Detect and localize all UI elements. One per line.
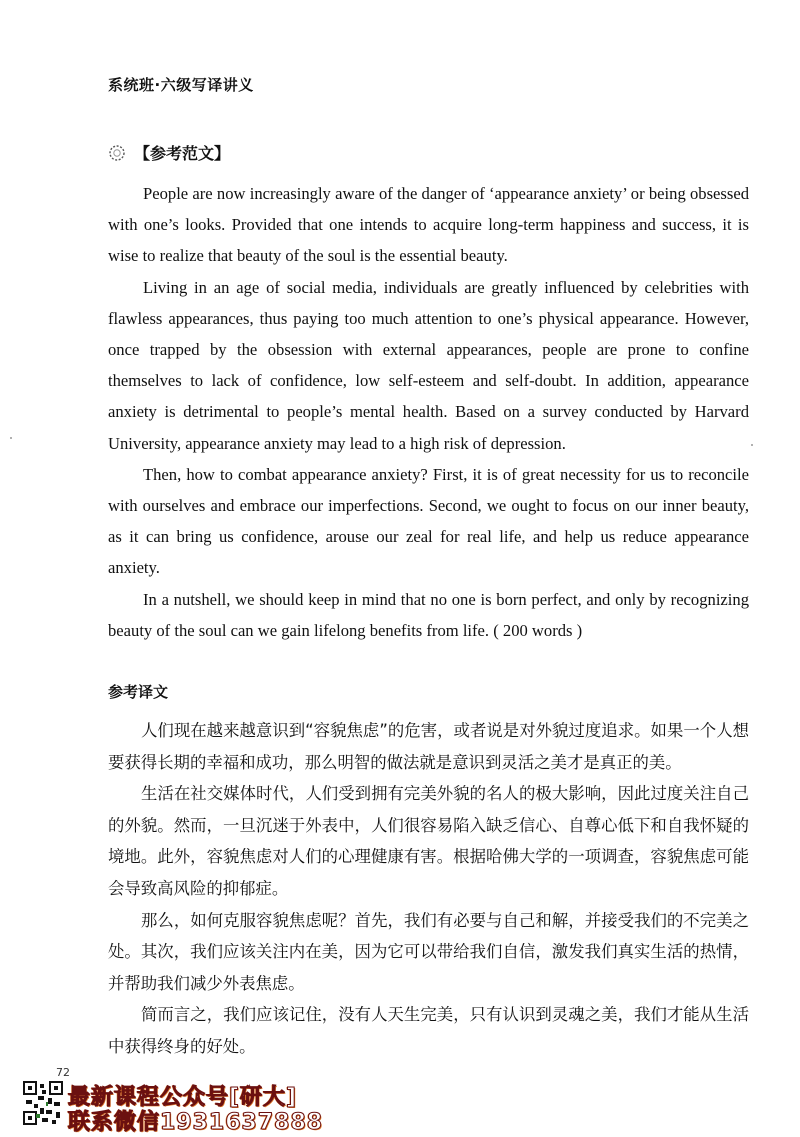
- translation-paragraph: 生活在社交媒体时代，人们受到拥有完美外貌的名人的极大影响，因此过度关注自己的外貌。然而，一旦沉迷于外表中，人们很容易陷入缺乏信心、自尊心低下和自我怀疑的境地。此外，容貌焦虑对人们的心理健康有害。根据哈佛大学的一项调查，容貌焦虑可能会导致高风险的抑郁症。: [108, 784, 749, 898]
- dotted-circle-icon: [108, 144, 126, 162]
- scan-speck: [751, 444, 753, 446]
- essay-paragraph: Living in an age of social media, individuals are greatly influenced by celebrities with flawless appearances, thus paying too much attention to one’s physical appearance. However, once trapped by the obsession with external appearances, people are prone to confine themselves to lack of confidence, low self-esteem and self-doubt. In addition, appearance anxiety is detrimental to people’s mental health. Based on a survey conducted by Harvard University, appearance anxiety may lead to a high risk of depression.: [108, 277, 749, 453]
- translation-text: [108, 715, 749, 1063]
- translation-paragraph: 那么，如何克服容貌焦虑呢？首先，我们有必要与自己和解，并接受我们的不完美之处。其次，我们应该关注内在美，因为它可以带给我们自信，激发我们真实生活的热情，并帮助我们减少外表焦虑。: [108, 910, 749, 993]
- watermark-line-2: 联系微信1931637888: [68, 1110, 324, 1135]
- watermark-line-1: 最新课程公众号[研大]: [68, 1085, 298, 1110]
- section-heading: [108, 141, 230, 164]
- running-head: 系统班·六级写译讲义: [108, 76, 254, 94]
- page-number: 72: [56, 1066, 70, 1079]
- section-heading-label: 【参考范文】: [134, 144, 231, 163]
- qr-code-icon: [22, 1080, 64, 1126]
- essay-paragraph: People are now increasingly aware of the danger of ‘appearance anxiety’ or being obsessed with one’s looks. Provided that one intends to acquire long-term happiness and success, it is wise to realize that beauty of the soul is the essential beauty.: [108, 184, 749, 266]
- translation-heading: 参考译文: [108, 683, 169, 701]
- essay-paragraph: In a nutshell, we should keep in mind that no one is born perfect, and only by recognizing beauty of the soul can we gain lifelong benefits from life. ( 200 words ): [108, 589, 749, 640]
- model-essay: [108, 178, 749, 646]
- translation-paragraph: 人们现在越来越意识到“容貌焦虑”的危害，或者说是对外貌过度追求。如果一个人想要获得长期的幸福和成功，那么明智的做法就是意识到灵活之美才是真正的美。: [108, 721, 749, 772]
- essay-paragraph: Then, how to combat appearance anxiety? First, it is of great necessity for us to reconcile with ourselves and embrace our imperfections. Second, we ought to focus on our inner beauty, as it can bring us confidence, arouse our zeal for real life, and help us reduce appearance anxiety.: [108, 464, 749, 578]
- scan-speck: [10, 437, 12, 439]
- translation-paragraph: 简而言之，我们应该记住，没有人天生完美，只有认识到灵魂之美，我们才能从生活中获得终身的好处。: [108, 1005, 749, 1056]
